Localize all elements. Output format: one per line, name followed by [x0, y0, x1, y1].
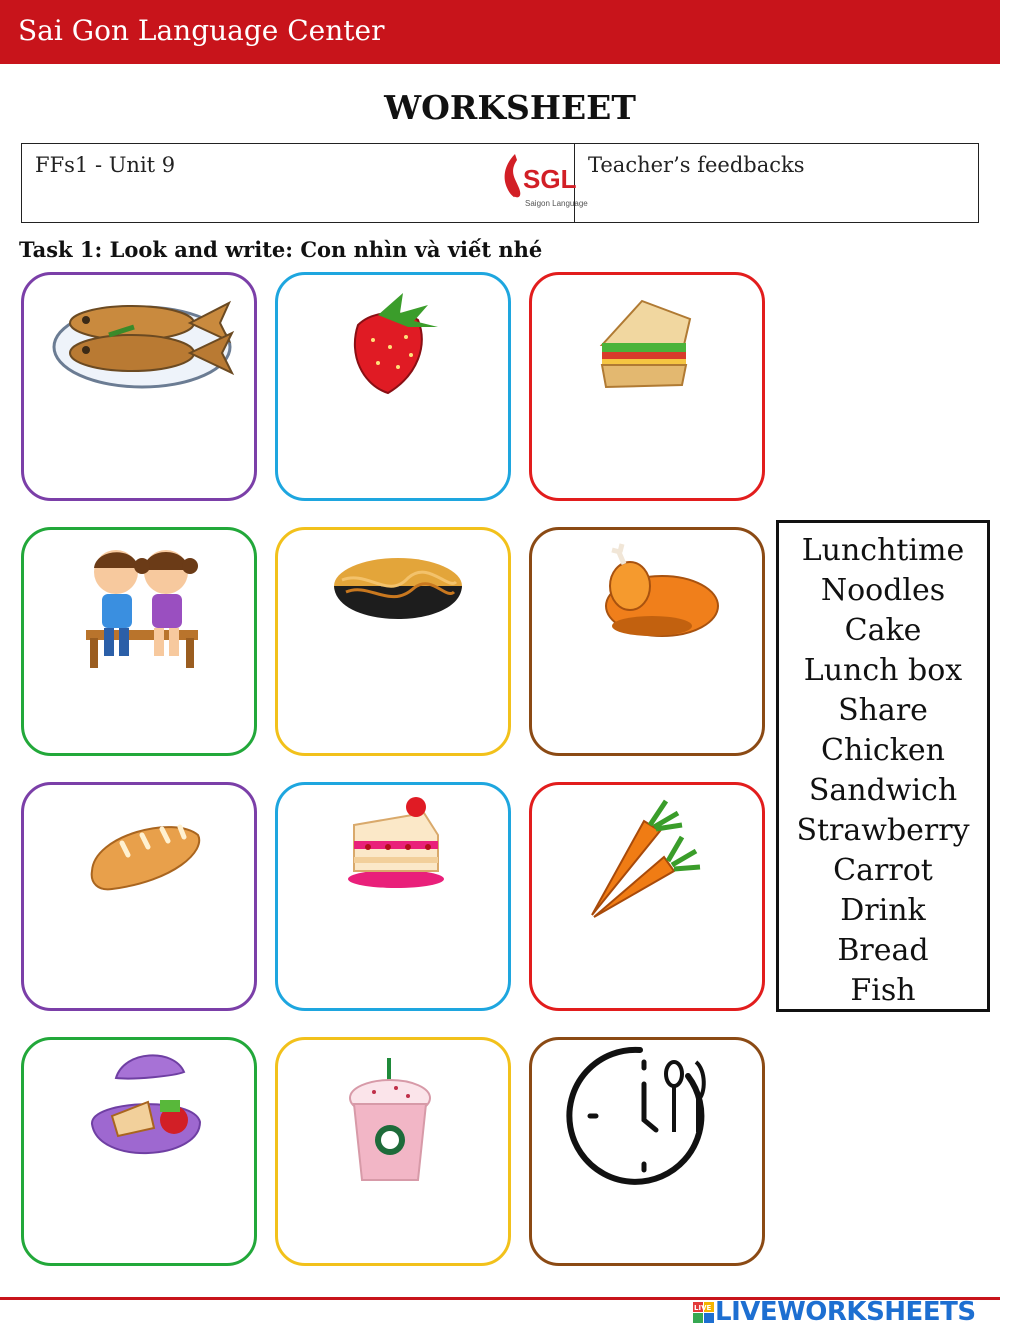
picture-card-lunchbox [21, 1037, 257, 1266]
worksheet-title: WORKSHEET [384, 88, 636, 127]
word-bank-item: Noodles [820, 573, 946, 608]
clock-cutlery-picture [532, 1040, 762, 1263]
liveworksheets-brand: LIVEWORKSHEETS [715, 1297, 976, 1327]
feedback-label: Teacher’s feedbacks [588, 153, 805, 177]
picture-card-sandwich [529, 272, 765, 501]
word-bank-item: Lunchtime [801, 533, 965, 568]
word-bank-item: Strawberry [796, 813, 970, 848]
word-bank-item: Drink [840, 893, 926, 928]
picture-card-bread [21, 782, 257, 1011]
strawberry-picture [278, 275, 508, 498]
word-bank-item: Share [838, 693, 928, 728]
word-bank-item: Lunch box [803, 653, 963, 688]
picture-card-kids [21, 527, 257, 756]
task-title: Task 1: Look and write: Con nhìn và viết nhé [19, 237, 543, 262]
sgl-logo [499, 148, 588, 214]
liveworksheets-badge-text: LIVE [694, 1304, 712, 1312]
liveworksheets-badge-icon [693, 1298, 715, 1326]
liveworksheets-logo[interactable] [693, 1296, 976, 1328]
bread-loaf-picture [24, 785, 254, 1008]
noodles-bowl-picture [278, 530, 508, 753]
picture-card-carrot [529, 782, 765, 1011]
lunch-box-picture [24, 1040, 254, 1263]
info-table [21, 143, 979, 223]
word-bank-item: Carrot [833, 853, 933, 888]
picture-card-strawberry [275, 272, 511, 501]
top-banner [0, 0, 1000, 64]
center-name: Sai Gon Language Center [18, 14, 385, 47]
picture-card-chicken [529, 527, 765, 756]
sandwich-picture [532, 275, 762, 498]
strawberry-cake-picture [278, 785, 508, 1008]
picture-card-lunchtime [529, 1037, 765, 1266]
word-bank-item: Chicken [821, 733, 945, 768]
word-bank-item: Fish [850, 973, 916, 1008]
carrots-picture [532, 785, 762, 1008]
word-bank-item: Cake [844, 613, 922, 648]
sgl-logo-subtext: Saigon Language [525, 199, 588, 208]
word-bank-item: Sandwich [808, 773, 958, 808]
sgl-logo-text: SGL [523, 164, 577, 194]
frappuccino-drink-picture [278, 1040, 508, 1263]
picture-card-cake [275, 782, 511, 1011]
unit-cell [22, 144, 588, 222]
roast-chicken-picture [532, 530, 762, 753]
picture-card-fish [21, 272, 257, 501]
kids-sharing-picture [24, 530, 254, 753]
word-bank [776, 520, 990, 1012]
unit-label: FFs1 - Unit 9 [35, 153, 176, 177]
picture-card-drink [275, 1037, 511, 1266]
picture-card-noodles [275, 527, 511, 756]
word-bank-item: Bread [837, 933, 929, 968]
fish-plate-picture [24, 275, 254, 498]
